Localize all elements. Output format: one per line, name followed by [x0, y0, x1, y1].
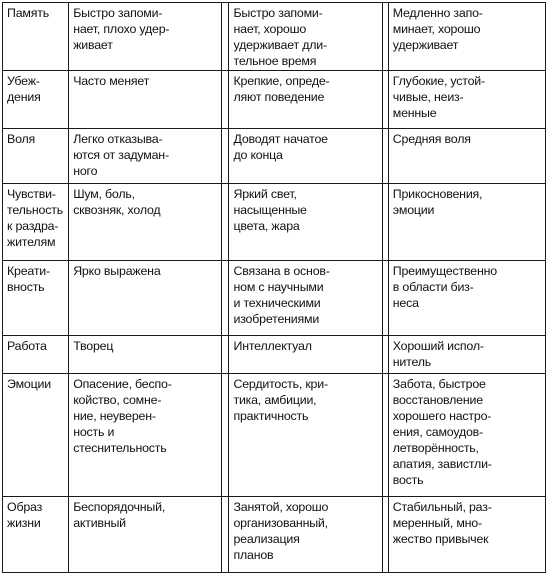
cell-col-1: Часто меняет: [69, 71, 222, 129]
table-row-memory: [3, 3, 546, 71]
cell-col-1: Опасение, беспо- койство, сомне- ние, неуверен- ность и стеснительность: [69, 374, 222, 497]
spacer-cell: [222, 261, 229, 336]
row-label: Образ жизни: [3, 497, 69, 573]
row-label: Креати- вность: [3, 261, 69, 336]
row-label: Память: [3, 3, 69, 71]
cell-col-2: Занятой, хорошо организованный, реализация планов: [229, 497, 382, 573]
spacer-cell: [222, 497, 229, 573]
cell-col-2: Крепкие, опреде- ляют поведение: [229, 71, 382, 129]
spacer-cell: [222, 374, 229, 497]
cell-col-1: Беспорядочный, активный: [69, 497, 222, 573]
spacer-cell: [222, 184, 229, 261]
cell-col-1: Ярко выражена: [69, 261, 222, 336]
table-row-beliefs: [3, 71, 546, 129]
spacer-cell: [222, 129, 229, 184]
row-label: Работа: [3, 336, 69, 374]
spacer-cell: [222, 336, 229, 374]
comparison-table: [2, 2, 546, 573]
table-row-creativity: [3, 261, 546, 336]
table-row-emotions: [3, 374, 546, 497]
table-row-lifestyle: [3, 497, 546, 573]
cell-col-1: Быстро запоми- нает, плохо удер- живает: [69, 3, 222, 71]
cell-col-3: Прикосновения, эмоции: [388, 184, 545, 261]
cell-col-2: Яркий свет, насыщенные цвета, жара: [229, 184, 382, 261]
cell-col-2: Интеллектуал: [229, 336, 382, 374]
cell-col-1: Творец: [69, 336, 222, 374]
cell-col-2: Связана в основ- ном с научными и техническими изобретениями: [229, 261, 382, 336]
row-label: Воля: [3, 129, 69, 184]
row-label: Эмоции: [3, 374, 69, 497]
cell-col-3: Хороший испол- нитель: [388, 336, 545, 374]
table-row-sensitivity: [3, 184, 546, 261]
row-label: Убеж- дения: [3, 71, 69, 129]
cell-col-1: Легко отказыва- ются от задуман- ного: [69, 129, 222, 184]
cell-col-3: Забота, быстрое восстановление хорошего настро- ения, самоудов- летворённость, апатия, завистли- вость: [388, 374, 545, 497]
cell-col-2: Быстро запоми- нает, хорошо удерживает дли- тельное время: [229, 3, 382, 71]
table-row-will: [3, 129, 546, 184]
cell-col-3: Средняя воля: [388, 129, 545, 184]
cell-col-3: Преимущественно в области биз- неса: [388, 261, 545, 336]
cell-col-3: Глубокие, устой- чивые, неиз- менные: [388, 71, 545, 129]
cell-col-3: Стабильный, раз- меренный, мно- жество привычек: [388, 497, 545, 573]
spacer-cell: [222, 3, 229, 71]
table-row-work: [3, 336, 546, 374]
spacer-cell: [222, 71, 229, 129]
cell-col-2: Сердитость, кри- тика, амбиции, практичность: [229, 374, 382, 497]
cell-col-2: Доводят начатое до конца: [229, 129, 382, 184]
row-label: Чувстви- тельность к раздра- жителям: [3, 184, 69, 261]
cell-col-1: Шум, боль, сквозняк, холод: [69, 184, 222, 261]
cell-col-3: Медленно запо- минает, хорошо удерживает: [388, 3, 545, 71]
